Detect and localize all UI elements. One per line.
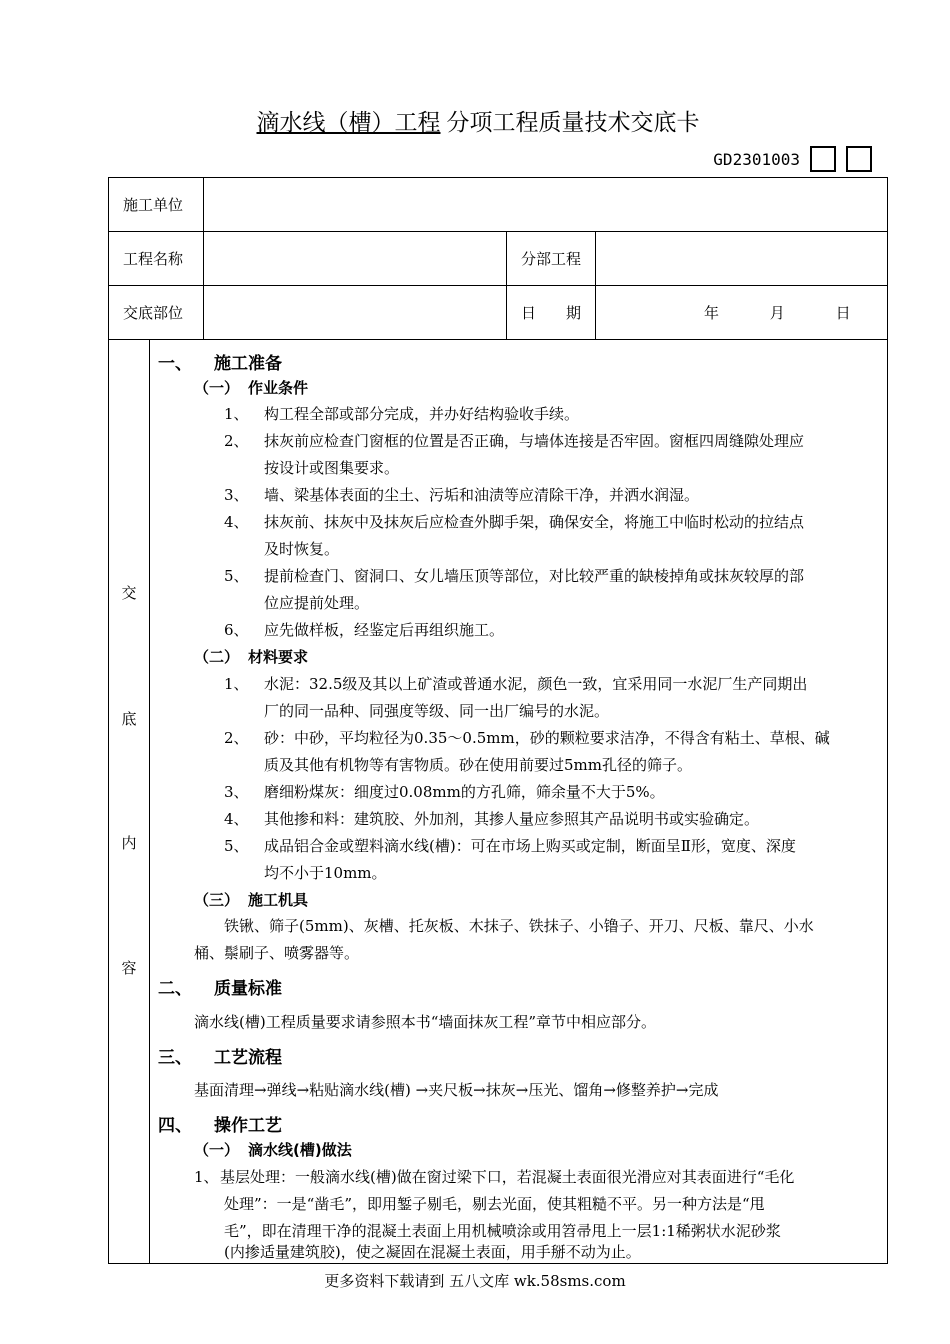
s1c-title: 施工机具 xyxy=(248,891,309,909)
list-item-cont: 位应提前处理。 xyxy=(264,594,370,612)
list-item-num: 5、 xyxy=(224,567,249,585)
list-item: 墙、梁基体表面的尘土、污垢和油渍等应清除干净，并洒水润湿。 xyxy=(264,486,700,504)
checkbox-2[interactable] xyxy=(846,146,872,172)
list-item: 基层处理：一般滴水线(槽)做在窗过梁下口，若混凝土表面很光滑应对其表面进行“毛化 xyxy=(220,1168,795,1186)
s4-title: 操作工艺 xyxy=(214,1116,282,1136)
date-label: 日 期 xyxy=(507,286,596,340)
s1b-title: 材料要求 xyxy=(248,648,309,666)
list-item-cont: 均不小于10mm。 xyxy=(264,864,387,882)
title-underlined: 滴水线（槽）工程 xyxy=(256,110,441,136)
content-section xyxy=(108,339,888,1264)
subproject-label: 分部工程 xyxy=(507,232,596,286)
checkbox-1[interactable] xyxy=(810,146,836,172)
unit-value[interactable] xyxy=(204,178,888,232)
list-item: 提前检查门、窗洞口、女儿墙压顶等部位，对比较严重的缺棱掉角或抹灰较厚的部 xyxy=(264,567,805,585)
page-title xyxy=(0,104,950,137)
list-item-cont: 按设计或图集要求。 xyxy=(264,459,400,477)
list-item-cont: 质及其他有机物等有害物质。砂在使用前要过5mm孔径的筛子。 xyxy=(264,756,692,774)
s1c-num: （三） xyxy=(194,891,240,909)
list-item-num: 4、 xyxy=(224,810,249,828)
list-item: 成品铝合金或塑料滴水线(槽)：可在市场上购买或定制，断面呈Ⅱ形，宽度、深度 xyxy=(264,837,796,855)
side-char: 容 xyxy=(121,959,137,977)
list-item: 构工程全部或部分完成，并办好结构验收手续。 xyxy=(264,405,580,423)
header-table xyxy=(108,177,888,340)
footer-text: 更多资料下载请到 五八文库 wk.58sms.com xyxy=(324,1272,626,1290)
list-item-cont: 处理”：一是“凿毛”，即用錾子剔毛，剔去光面，使其粗糙不平。另一种方法是“甩 xyxy=(224,1195,765,1213)
s4a-title: 滴水线(槽)做法 xyxy=(248,1141,352,1159)
project-value[interactable] xyxy=(204,232,507,286)
list-item-num: 3、 xyxy=(224,783,249,801)
s2-title: 质量标准 xyxy=(214,979,282,999)
s3-num: 三、 xyxy=(158,1048,192,1068)
tools-text: 铁锹、筛子(5mm)、灰槽、托灰板、木抹子、铁抹子、小镥子、开刀、尺板、靠尺、小水 xyxy=(224,917,814,935)
s3-title: 工艺流程 xyxy=(214,1048,282,1068)
year-label: 年 xyxy=(704,304,720,322)
list-item-num: 1、 xyxy=(224,405,249,423)
s1-num: 一、 xyxy=(158,354,192,374)
s4a-num: （一） xyxy=(194,1141,240,1159)
s1-title: 施工准备 xyxy=(214,354,282,374)
tools-text-cont: 桶、鬃刷子、喷雾器等。 xyxy=(194,944,360,962)
list-item-cont: 及时恢复。 xyxy=(264,540,340,558)
list-item-num: 1、 xyxy=(194,1168,219,1186)
list-item: 抹灰前应检查门窗框的位置是否正确，与墙体连接是否牢固。窗框四周缝隙处理应 xyxy=(264,432,805,450)
day-label: 日 xyxy=(835,304,851,322)
list-item-cont: 毛”，即在清理干净的混凝土表面上用机械喷涂或用笤帚甩上一层1:1稀粥状水泥砂浆 xyxy=(224,1222,781,1240)
list-item: 砂：中砂，平均粒径为0.35～0.5mm，砂的颗粒要求洁净，不得含有粘土、草根、碱 xyxy=(264,729,830,747)
date-value[interactable] xyxy=(596,286,888,340)
doc-code xyxy=(713,146,872,172)
list-item-num: 6、 xyxy=(224,621,249,639)
list-item: 应先做样板，经鉴定后再组织施工。 xyxy=(264,621,505,639)
project-label: 工程名称 xyxy=(109,232,204,286)
side-char: 交 xyxy=(121,584,137,602)
list-item-num: 3、 xyxy=(224,486,249,504)
s2-num: 二、 xyxy=(158,979,192,999)
s1b-num: （二） xyxy=(194,648,240,666)
list-item-num: 2、 xyxy=(224,729,249,747)
list-item: 水泥：32.5级及其以上矿渣或普通水泥，颜色一致，宜采用同一水泥厂生产同期出 xyxy=(264,675,808,693)
list-item-num: 1、 xyxy=(224,675,249,693)
s4-num: 四、 xyxy=(158,1116,192,1136)
s3-text: 基面清理→弹线→粘贴滴水线(槽) →夹尺板→抹灰→压光、馏角→修整养护→完成 xyxy=(194,1081,719,1099)
title-rest: 分项工程质量技术交底卡 xyxy=(446,110,700,136)
list-item-num: 5、 xyxy=(224,837,249,855)
list-item: 其他掺和料：建筑胶、外加剂，其掺人量应参照其产品说明书或实验确定。 xyxy=(264,810,760,828)
subproject-value[interactable] xyxy=(596,232,888,286)
side-char: 内 xyxy=(121,834,137,852)
side-label xyxy=(109,339,150,1263)
location-value[interactable] xyxy=(204,286,507,340)
s1a-num: （一） xyxy=(194,379,240,397)
s2-text: 滴水线(槽)工程质量要求请参照本书“墙面抹灰工程”章节中相应部分。 xyxy=(194,1013,657,1031)
list-item-cont: 厂的同一品种、同强度等级、同一出厂编号的水泥。 xyxy=(264,702,610,720)
list-item: 磨细粉煤灰：细度过0.08mm的方孔筛，筛余量不大于5%。 xyxy=(264,783,665,801)
list-item-num: 4、 xyxy=(224,513,249,531)
side-char: 底 xyxy=(121,710,137,728)
list-item-num: 2、 xyxy=(224,432,249,450)
list-item: 抹灰前、抹灰中及抹灰后应检查外脚手架，确保安全，将施工中临时松动的拉结点 xyxy=(264,513,805,531)
list-item-cont: (内掺适量建筑胶)，使之凝固在混凝土表面，用手掰不动为止。 xyxy=(224,1243,641,1261)
month-label: 月 xyxy=(769,304,785,322)
unit-label: 施工单位 xyxy=(109,178,204,232)
location-label: 交底部位 xyxy=(109,286,204,340)
s1a-title: 作业条件 xyxy=(248,379,309,397)
doc-code-text: GD2301003 xyxy=(713,149,800,169)
